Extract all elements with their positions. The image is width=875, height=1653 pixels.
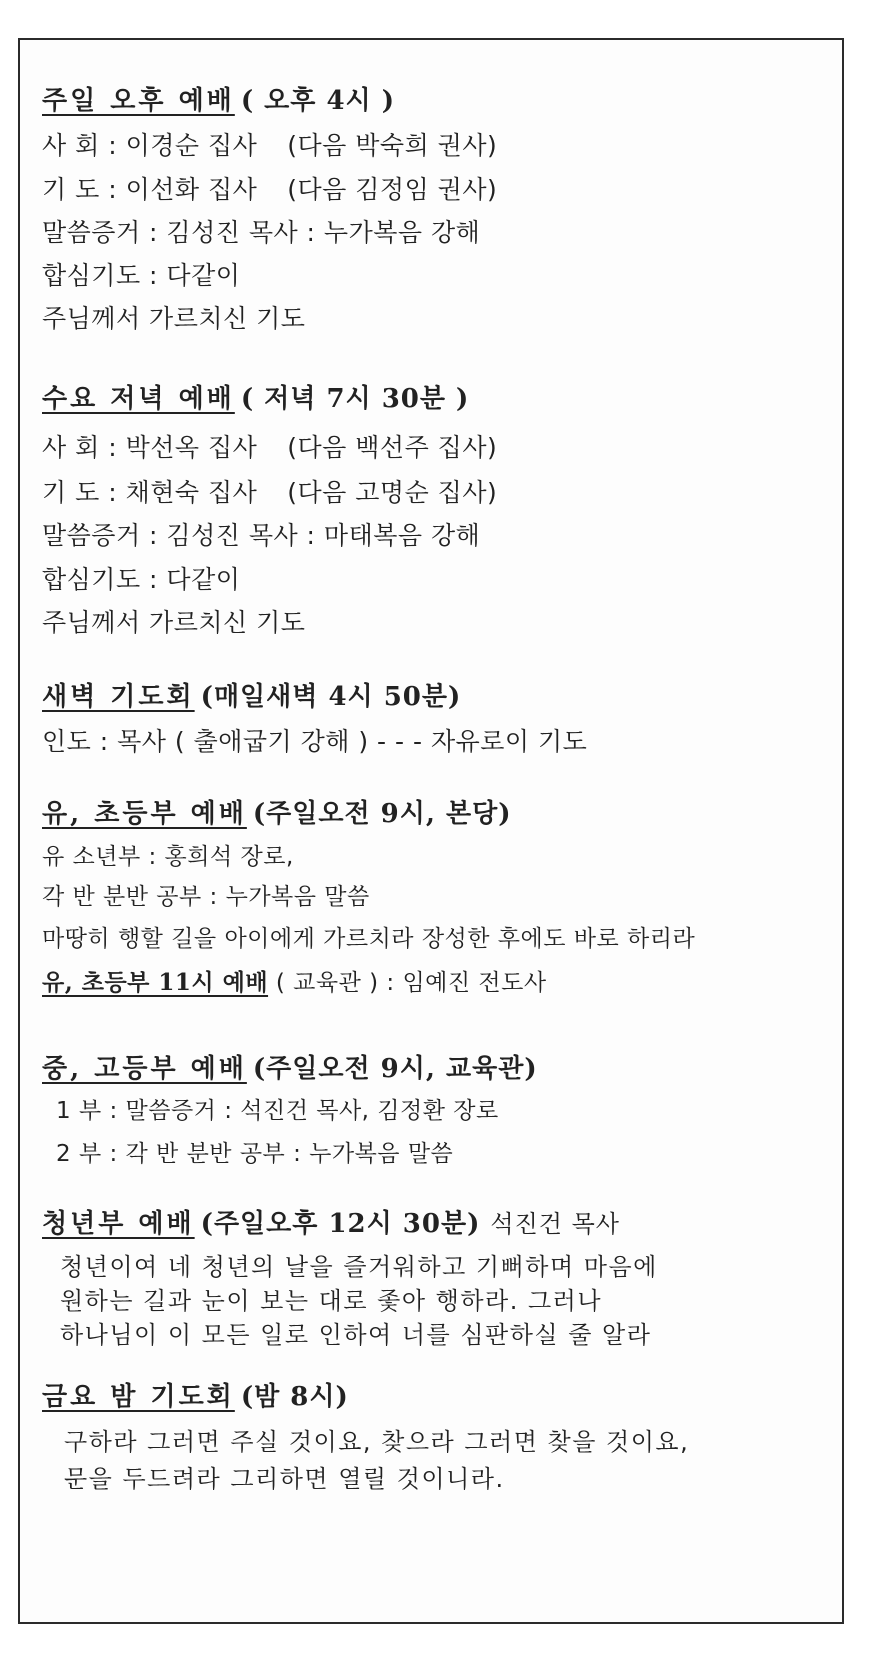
service-line: 유 소년부 : 홍희석 장로,	[42, 844, 294, 870]
service-line: 합심기도 : 다같이	[42, 261, 241, 290]
service-line: 주님께서 가르치신 기도	[42, 304, 306, 333]
service-line	[42, 476, 497, 510]
service-line: 마땅히 행할 길을 아이에게 가르치라 장성한 후에도 바로 하리라	[42, 926, 696, 952]
section-heading-youth	[42, 1052, 538, 1086]
service-role: 기 도 : 채현숙 집사	[42, 478, 258, 507]
service-line: 말씀증거 : 김성진 목사 : 마태복음 강해	[42, 521, 481, 550]
service-line: 1 부 : 말씀증거 : 석진건 목사, 김정환 장로	[56, 1098, 499, 1124]
heading-time: ( 저녁 7시 30분 )	[240, 384, 470, 414]
verse-line: 원하는 길과 눈이 보는 대로 좇아 행하라. 그러나	[60, 1287, 603, 1315]
heading-title: 금요 밤 기도회	[42, 1382, 235, 1412]
service-role: 기 도 : 이선화 집사	[42, 175, 258, 204]
service-line: 인도 : 목사 ( 출애굽기 강해 ) - - - 자유로이 기도	[42, 727, 588, 756]
heading-time: ( 오후 4시 )	[240, 86, 396, 116]
heading-time: (주일오전 9시, 본당)	[252, 799, 512, 829]
heading-time: (주일오후 12시 30분)	[200, 1209, 481, 1239]
heading-time: (주일오전 9시, 교육관)	[252, 1054, 538, 1084]
heading-title: 중, 고등부 예배	[42, 1054, 247, 1084]
section-heading-dawn	[42, 680, 461, 714]
service-line	[42, 431, 497, 465]
service-line: 2 부 : 각 반 분반 공부 : 누가복음 말씀	[56, 1141, 454, 1167]
service-subline	[42, 966, 547, 1000]
service-line: 각 반 분반 공부 : 누가복음 말씀	[42, 884, 370, 910]
verse-line: 구하라 그러면 주실 것이요, 찾으라 그러면 찾을 것이요,	[64, 1428, 690, 1456]
service-line	[42, 173, 497, 207]
service-role: 사 회 : 박선옥 집사	[42, 433, 258, 462]
heading-title: 주일 오후 예배	[42, 86, 235, 116]
service-line: 합심기도 : 다같이	[42, 565, 241, 594]
verse-line: 하나님이 이 모든 일로 인하여 너를 심판하실 줄 알라	[60, 1321, 652, 1349]
service-next: (다음 김정임 권사)	[287, 175, 498, 204]
section-heading-young-adult	[42, 1207, 620, 1241]
service-next: (다음 백선주 집사)	[287, 433, 498, 462]
sub-rest: ( 교육관 ) : 임예진 전도사	[275, 970, 547, 996]
service-next: (다음 박숙희 권사)	[287, 131, 498, 160]
section-heading-children	[42, 797, 512, 831]
heading-title: 새벽 기도회	[42, 682, 195, 712]
heading-title: 수요 저녁 예배	[42, 384, 235, 414]
service-line: 주님께서 가르치신 기도	[42, 608, 306, 637]
heading-title: 유, 초등부 예배	[42, 799, 247, 829]
verse-line: 문을 두드려라 그리하면 열릴 것이니라.	[64, 1465, 505, 1493]
heading-time: (매일새벽 4시 50분)	[200, 682, 462, 712]
section-heading-friday	[42, 1380, 349, 1414]
service-next: (다음 고명순 집사)	[287, 478, 498, 507]
heading-time: (밤 8시)	[240, 1382, 349, 1412]
service-line	[42, 129, 497, 163]
heading-leader: 석진건 목사	[490, 1210, 620, 1238]
service-role: 사 회 : 이경순 집사	[42, 131, 258, 160]
verse-line: 청년이여 네 청년의 날을 즐거워하고 기뻐하며 마음에	[60, 1253, 658, 1281]
section-heading-sunday-pm	[42, 84, 395, 118]
sub-heading: 유, 초등부 11시 예배	[42, 969, 269, 996]
heading-title: 청년부 예배	[42, 1209, 195, 1239]
section-heading-wednesday	[42, 382, 469, 416]
service-line: 말씀증거 : 김성진 목사 : 누가복음 강해	[42, 218, 481, 247]
